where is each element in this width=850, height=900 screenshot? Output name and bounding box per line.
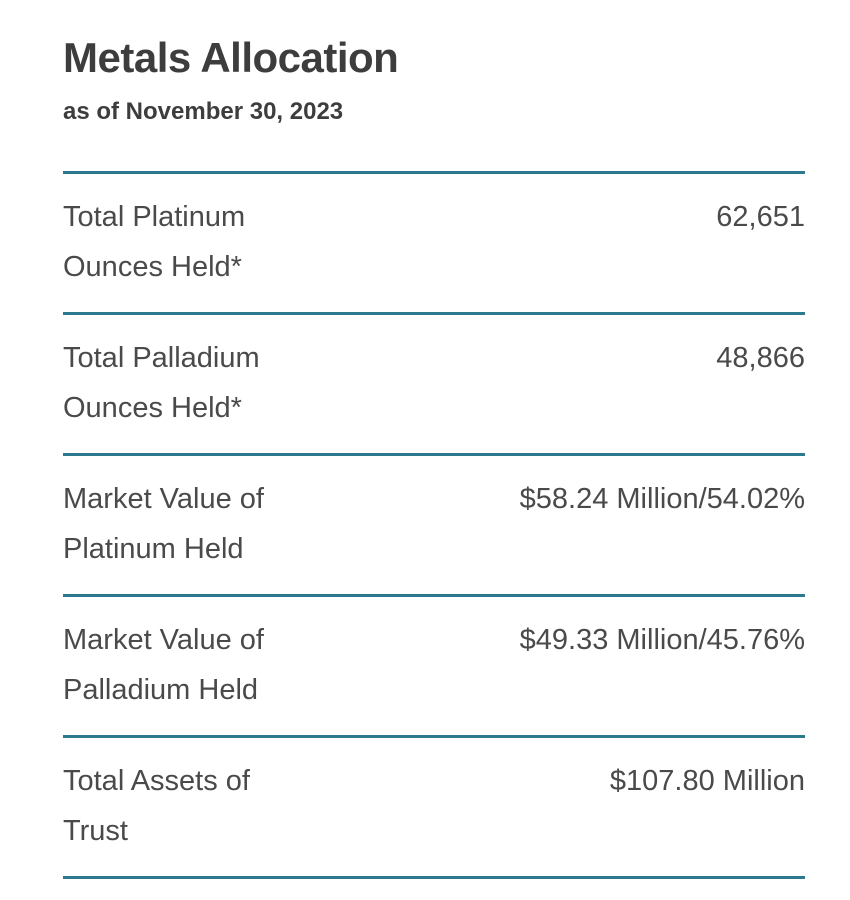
row-label-line: Total Assets of bbox=[63, 765, 250, 798]
row-value: $49.33 Million/45.76% bbox=[519, 624, 805, 657]
row-label bbox=[63, 333, 260, 433]
table-row bbox=[63, 735, 805, 876]
table-row bbox=[63, 312, 805, 453]
row-value: $58.24 Million/54.02% bbox=[519, 483, 805, 516]
row-label bbox=[63, 192, 245, 292]
table-row bbox=[63, 453, 805, 594]
table-row bbox=[63, 594, 805, 735]
row-value: $107.80 Million bbox=[609, 765, 805, 798]
row-label bbox=[63, 615, 264, 715]
page-title: Metals Allocation bbox=[63, 34, 399, 81]
table-row bbox=[63, 171, 805, 312]
row-label-line: Platinum Held bbox=[63, 533, 244, 566]
metals-allocation-widget bbox=[63, 34, 805, 879]
row-label-line: Trust bbox=[63, 815, 128, 848]
row-label-line: Ounces Held* bbox=[63, 251, 242, 284]
row-value: 48,866 bbox=[716, 342, 805, 375]
as-of-date: as of November 30, 2023 bbox=[63, 98, 344, 126]
row-label-line: Total Platinum bbox=[63, 201, 246, 234]
row-value: 62,651 bbox=[716, 201, 805, 234]
row-label-line: Total Palladium bbox=[63, 342, 260, 375]
row-label-line: Ounces Held* bbox=[63, 392, 242, 425]
row-label-line: Market Value of bbox=[63, 624, 264, 657]
row-label bbox=[63, 756, 250, 856]
row-label-line: Market Value of bbox=[63, 483, 264, 516]
row-label bbox=[63, 474, 264, 574]
row-label-line: Palladium Held bbox=[63, 674, 259, 707]
allocation-table bbox=[63, 171, 805, 879]
